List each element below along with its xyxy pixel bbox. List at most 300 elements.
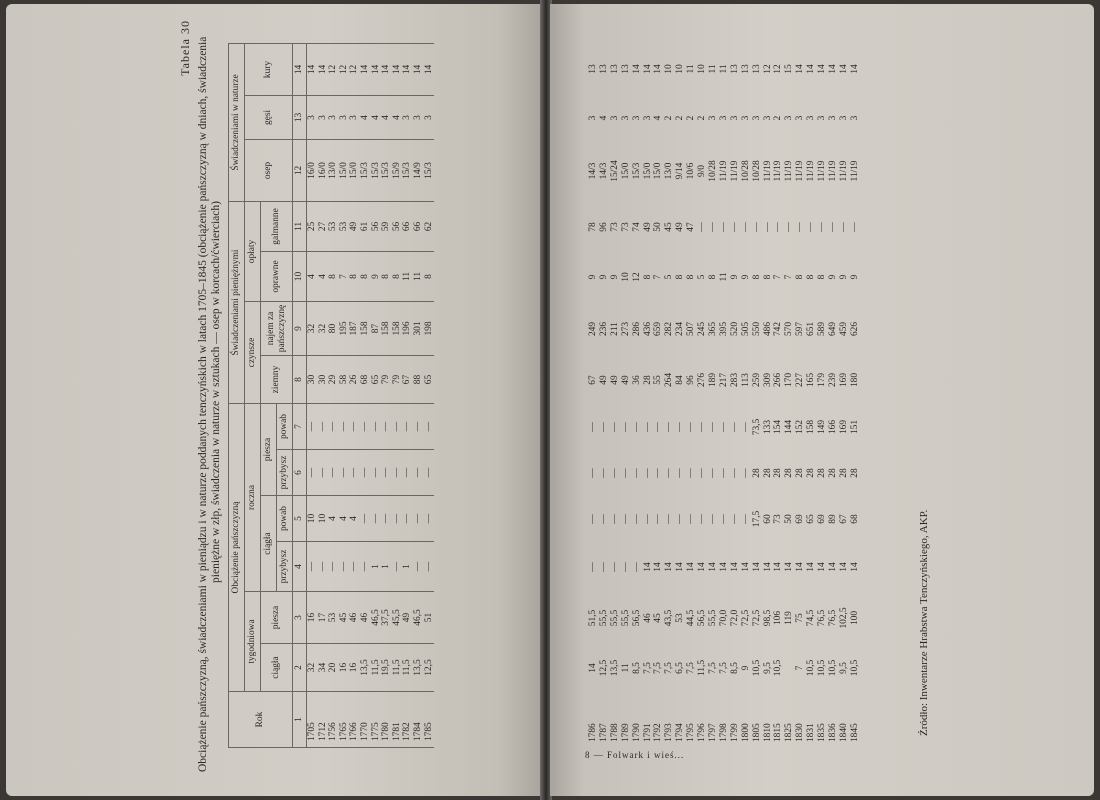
table-cell: 9 (740, 665, 751, 671)
table-row (392, 43, 403, 747)
table-cell: 11,5 (371, 644, 382, 692)
table-cell: 3 (751, 115, 762, 121)
table-cell: 11 (413, 252, 424, 302)
table-cell: 505 (740, 321, 751, 337)
table-cell: 72,5 (751, 609, 762, 627)
table-cell: 14 (827, 64, 838, 74)
table-cell: 4 (318, 252, 329, 302)
table-cell: — (729, 422, 740, 432)
table-cell: 301 (413, 302, 424, 356)
table-cell: 12,5 (598, 659, 609, 677)
table-cell: 14 (318, 43, 329, 95)
table-cell: 7,5 (686, 662, 697, 674)
table-cell: 73,5 (751, 418, 762, 436)
table-cell: 65 (424, 356, 435, 404)
table-cell: 28 (806, 468, 817, 478)
table-cell: 8 (360, 252, 371, 302)
table-cell: 14 (773, 562, 784, 572)
year-cell: 1784 (413, 692, 424, 748)
table-cell: — (675, 422, 686, 432)
table-cell (784, 644, 795, 692)
table-cell: 259 (751, 372, 762, 388)
table-cell: 8 (707, 274, 718, 280)
table-cell: 245 (697, 321, 708, 337)
year-cell: 1795 (686, 723, 697, 742)
table-row (850, 42, 861, 748)
table-cell: 14 (729, 562, 740, 572)
table-cell: 45 (664, 222, 675, 232)
table-cell: 45,5 (392, 592, 403, 644)
table-cell: — (729, 514, 740, 524)
table-cell: 14 (740, 562, 751, 572)
table-cell: 46 (642, 613, 653, 623)
table-cell: 14 (849, 562, 860, 572)
table-cell: — (360, 542, 371, 592)
table-cell: 16/0 (307, 139, 318, 201)
table-cell: — (707, 514, 718, 524)
table-cell: 8 (642, 274, 653, 280)
table-cell: 8 (686, 274, 697, 280)
table-cell: — (707, 422, 718, 432)
table-cell: 249 (588, 321, 598, 337)
table-cell: 98,5 (762, 609, 773, 627)
table-cell: 29 (328, 356, 339, 404)
year-cell: 1831 (806, 723, 817, 742)
table-cell: — (620, 422, 631, 432)
table-row (806, 42, 817, 748)
year-cell: 1830 (795, 723, 806, 742)
table-cell: — (740, 514, 751, 524)
table-cell: 3 (827, 115, 838, 121)
table-cell: 13 (620, 64, 631, 74)
table-cell: 45 (653, 613, 664, 623)
table-cell: 179 (817, 372, 828, 388)
table-cell: 626 (849, 321, 860, 337)
table-cell: 283 (729, 372, 740, 388)
table-cell: 28 (817, 468, 828, 478)
table-cell: 50 (653, 222, 664, 232)
year-cell: 1845 (849, 723, 860, 742)
table-cell: — (588, 422, 598, 432)
table-cell: 649 (827, 321, 838, 337)
table-cell: 68 (849, 514, 860, 524)
table-cell: — (849, 222, 860, 232)
table-cell: — (413, 404, 424, 450)
table-cell: — (729, 222, 740, 232)
table-cell: 13 (598, 64, 609, 74)
table-cell: 15/0 (653, 162, 664, 180)
table-cell: — (413, 542, 424, 592)
table-cell: 13 (729, 64, 740, 74)
table-cell: 25 (307, 201, 318, 251)
table-cell: 9 (588, 274, 598, 280)
table-row (795, 42, 806, 748)
header-kury: kury (245, 43, 293, 95)
table-cell: 79 (381, 356, 392, 404)
table-row (349, 43, 360, 747)
table-cell: — (740, 468, 751, 478)
table-cell: 65 (371, 356, 382, 404)
year-cell: 1766 (349, 692, 360, 748)
table-cell: 14 (588, 663, 598, 673)
table-cell: 4 (598, 115, 609, 121)
table-cell: 16 (349, 644, 360, 692)
table-cell: 19,5 (381, 644, 392, 692)
table-cell: 9 (740, 274, 751, 280)
table-cell: 273 (620, 321, 631, 337)
table-cell: — (307, 404, 318, 450)
table-cell: — (609, 562, 620, 572)
table-row (339, 43, 350, 747)
data-table-left (228, 44, 434, 748)
year-cell: 1781 (392, 692, 403, 748)
header-przybysz-2: przybysz (277, 450, 293, 496)
table-cell: — (664, 422, 675, 432)
table-cell: — (598, 562, 609, 572)
table-cell: 15/0 (339, 139, 350, 201)
table-cell: 158 (360, 302, 371, 356)
table-cell: 13 (751, 64, 762, 74)
table-cell: — (697, 514, 708, 524)
table-cell: 169 (838, 372, 849, 388)
table-row (719, 42, 730, 748)
table-cell: — (697, 422, 708, 432)
table-cell: 87 (371, 302, 382, 356)
table-cell: 28 (795, 468, 806, 478)
year-cell: 1780 (381, 692, 392, 748)
table-caption-block (178, 12, 223, 772)
table-cell: 67 (588, 375, 598, 385)
year-cell: 1810 (762, 723, 773, 742)
table-cell: 14 (795, 562, 806, 572)
year-cell: 1794 (675, 723, 686, 742)
header-przybysz-1: przybysz (277, 542, 293, 592)
table-cell: 15/3 (381, 139, 392, 201)
table-cell: 30 (318, 356, 329, 404)
table-cell: 61 (360, 201, 371, 251)
column-numbers (293, 43, 307, 747)
table-cell: 3 (806, 115, 817, 121)
table-cell: 49 (402, 592, 413, 644)
year-cell: 1782 (402, 692, 413, 748)
table-cell: 3 (609, 115, 620, 121)
table-cell: 3 (642, 115, 653, 121)
table-cell: 659 (653, 321, 664, 337)
table-cell: — (360, 450, 371, 496)
table-cell: 3 (307, 95, 318, 139)
table-cell: 4 (349, 496, 360, 542)
table-row (664, 42, 675, 748)
table-cell: 49 (598, 375, 609, 385)
table-cell: 2 (664, 115, 675, 121)
table-cell: 133 (762, 419, 773, 435)
table-cell: 9/0 (697, 165, 708, 177)
table-cell: — (371, 450, 382, 496)
year-cell: 1789 (620, 723, 631, 742)
table-cell: 282 (664, 321, 675, 337)
table-cell: 14 (381, 43, 392, 95)
table-cell: 15/3 (424, 139, 435, 201)
table-cell: 9 (609, 274, 620, 280)
table-cell: 73 (773, 514, 784, 524)
table-cell: 14 (697, 562, 708, 572)
year-cell: 1796 (697, 723, 708, 742)
table-cell: 27 (318, 201, 329, 251)
table-cell: 4 (381, 95, 392, 139)
table-cell: — (328, 542, 339, 592)
table-cell: 15/24 (609, 160, 620, 182)
table-cell: 227 (795, 372, 806, 388)
table-row (381, 43, 392, 747)
table-cell: 11 (718, 64, 729, 74)
year-cell: 1793 (664, 723, 675, 742)
table-cell: 15 (784, 64, 795, 74)
table-cell: 8 (424, 252, 435, 302)
table-cell: 74,5 (806, 609, 817, 627)
year-cell: 1787 (598, 723, 609, 742)
table-cell: 13,5 (609, 659, 620, 677)
table-cell: 10 (697, 64, 708, 74)
table-cell: 217 (718, 372, 729, 388)
table-cell: 15/0 (642, 162, 653, 180)
year-cell: 1805 (751, 723, 762, 742)
table-row (632, 42, 643, 748)
table-cell: 11/19 (718, 160, 729, 182)
page-footer: 8 — Folwark i wieś... (585, 750, 685, 760)
table-cell: 9 (838, 274, 849, 280)
table-cell: — (598, 514, 609, 524)
table-cell: 102,5 (838, 607, 849, 629)
table-cell: 26 (349, 356, 360, 404)
year-cell: 1770 (360, 692, 371, 748)
table-cell: 3 (707, 115, 718, 121)
table-cell: 170 (784, 372, 795, 388)
table-cell: — (413, 496, 424, 542)
table-cell: 12 (631, 272, 642, 282)
table-cell: 56 (371, 201, 382, 251)
year-cell: 1840 (838, 723, 849, 742)
table-cell: — (827, 222, 838, 232)
table-cell: — (339, 450, 350, 496)
table-cell: 158 (806, 419, 817, 435)
table-cell: — (328, 404, 339, 450)
table-cell: — (795, 222, 806, 232)
table-cell: — (318, 404, 329, 450)
table-cell: 10,5 (806, 659, 817, 677)
table-cell: — (424, 404, 435, 450)
table-cell: 3 (838, 115, 849, 121)
table-cell: — (349, 404, 360, 450)
table-cell: 37,5 (381, 592, 392, 644)
burden-table-continued (588, 42, 861, 748)
table-cell: 15/3 (631, 162, 642, 180)
year-cell: 1775 (371, 692, 382, 748)
table-cell: — (653, 514, 664, 524)
table-cell: — (609, 514, 620, 524)
header-galmanne: galmanne (261, 201, 293, 251)
year-cell: 1836 (827, 723, 838, 742)
table-cell: 78 (588, 222, 598, 232)
header-czynsze: czynsze (245, 302, 261, 404)
table-cell: 3 (349, 95, 360, 139)
column-number: 8 (293, 356, 307, 404)
table-cell: 55,5 (598, 609, 609, 627)
table-cell: 14 (371, 43, 382, 95)
table-cell: 3 (718, 115, 729, 121)
table-cell: — (773, 222, 784, 232)
table-cell: — (653, 422, 664, 432)
table-cell: 11,5 (697, 659, 708, 677)
table-cell: 8,5 (631, 662, 642, 674)
table-cell: 158 (381, 302, 392, 356)
table-cell: — (751, 222, 762, 232)
table-cell: 195 (339, 302, 350, 356)
table-cell: — (349, 450, 360, 496)
table-cell: 9 (849, 274, 860, 280)
table-cell: 13/0 (664, 162, 675, 180)
table-cell: 69 (817, 514, 828, 524)
table-row (360, 43, 371, 747)
table-row (752, 42, 763, 748)
table-cell: — (675, 514, 686, 524)
table-cell: 119 (784, 611, 795, 625)
header-osep: osep (245, 139, 293, 201)
table-cell: — (328, 450, 339, 496)
table-cell: 11/19 (849, 160, 860, 182)
table-cell: 8 (751, 274, 762, 280)
table-cell: — (642, 514, 653, 524)
year-cell: 1785 (424, 692, 435, 748)
year-cell: 1815 (773, 723, 784, 742)
header-obciazenie: Obciążenie pańszczyzną (229, 404, 245, 692)
table-cell: 1 (371, 542, 382, 592)
table-cell: — (598, 468, 609, 478)
table-cell: 47 (686, 222, 697, 232)
table-cell: 113 (740, 373, 751, 387)
table-row (328, 43, 339, 747)
table-cell: 309 (762, 372, 773, 388)
table-cell: 96 (598, 222, 609, 232)
table-cell: 187 (349, 302, 360, 356)
table-row (621, 42, 632, 748)
table-cell: — (718, 222, 729, 232)
table-cell: — (631, 562, 642, 572)
header-piesza-tyg: piesza (261, 592, 293, 644)
table-cell: 3 (339, 95, 350, 139)
table-cell: 14 (784, 562, 795, 572)
table-row (318, 43, 329, 747)
table-cell: 8 (328, 252, 339, 302)
table-cell: — (686, 468, 697, 478)
table-cell: — (817, 222, 828, 232)
table-cell: 14/3 (588, 162, 598, 180)
table-cell: 55,5 (620, 609, 631, 627)
table-cell: 9,5 (762, 662, 773, 674)
table-cell: 3 (849, 115, 860, 121)
table-cell: — (413, 450, 424, 496)
table-cell: 67 (838, 514, 849, 524)
table-cell: — (620, 562, 631, 572)
table-cell: 28 (827, 468, 838, 478)
table-cell: 60 (762, 514, 773, 524)
table-cell: 10 (307, 496, 318, 542)
table-cell: — (642, 422, 653, 432)
column-number: 12 (293, 139, 307, 201)
header-najem: najem za pańszczyznę (261, 302, 293, 356)
table-cell: 4 (328, 496, 339, 542)
table-cell: 7,5 (718, 662, 729, 674)
table-cell: 28 (773, 468, 784, 478)
table-cell: 14 (806, 64, 817, 74)
table-cell: — (588, 468, 598, 478)
table-cell: 28 (642, 375, 653, 385)
table-cell: 73 (609, 222, 620, 232)
table-row (686, 42, 697, 748)
column-number: 13 (293, 95, 307, 139)
table-cell: 7,5 (642, 662, 653, 674)
table-cell: 9 (729, 274, 740, 280)
table-cell: — (697, 222, 708, 232)
table-cell: 9 (827, 274, 838, 280)
table-cell: — (588, 562, 598, 572)
table-cell: 14 (664, 562, 675, 572)
table-cell: 55,5 (707, 609, 718, 627)
table-cell: 14 (806, 562, 817, 572)
table-cell: 234 (675, 321, 686, 337)
table-cell: — (707, 468, 718, 478)
table-cell: 12 (328, 43, 339, 95)
table-cell: 28 (751, 468, 762, 478)
header-swiadczenia-pieniezne: Świadczeniami pieniężnymi (229, 201, 245, 403)
table-cell: — (424, 542, 435, 592)
table-cell: 28 (838, 468, 849, 478)
column-number: 6 (293, 450, 307, 496)
table-cell: 49 (642, 222, 653, 232)
table-cell: — (392, 404, 403, 450)
table-cell: 16 (307, 592, 318, 644)
table-cell: 89 (827, 514, 838, 524)
table-cell: 1 (381, 542, 392, 592)
table-cell: 49 (349, 201, 360, 251)
table-cell: — (318, 542, 329, 592)
table-cell: 2 (675, 115, 686, 121)
table-cell: — (609, 468, 620, 478)
table-cell: 11,5 (402, 644, 413, 692)
table-cell: 45 (339, 592, 350, 644)
table-cell: 7 (773, 274, 784, 280)
table-cell: — (609, 422, 620, 432)
table-row (413, 43, 424, 747)
table-cell: — (631, 468, 642, 478)
table-cell: 14 (413, 43, 424, 95)
table-cell: 11 (620, 663, 631, 673)
table-cell: 3 (784, 115, 795, 121)
table-cell: — (784, 222, 795, 232)
table-cell: 56,5 (697, 609, 708, 627)
header-swiadczenia-w-naturze: Świadczeniami w naturze (229, 43, 245, 201)
table-cell: 46,5 (413, 592, 424, 644)
table-cell: 264 (664, 372, 675, 388)
year-cell: 1791 (642, 723, 653, 742)
table-cell: 550 (751, 321, 762, 337)
header-row-1 (229, 43, 245, 747)
table-cell: 72,5 (740, 609, 751, 627)
table-cell: 10,5 (773, 659, 784, 677)
table-cell: — (740, 222, 751, 232)
table-cell: 12 (339, 43, 350, 95)
table-cell: — (339, 404, 350, 450)
table-cell: — (402, 450, 413, 496)
